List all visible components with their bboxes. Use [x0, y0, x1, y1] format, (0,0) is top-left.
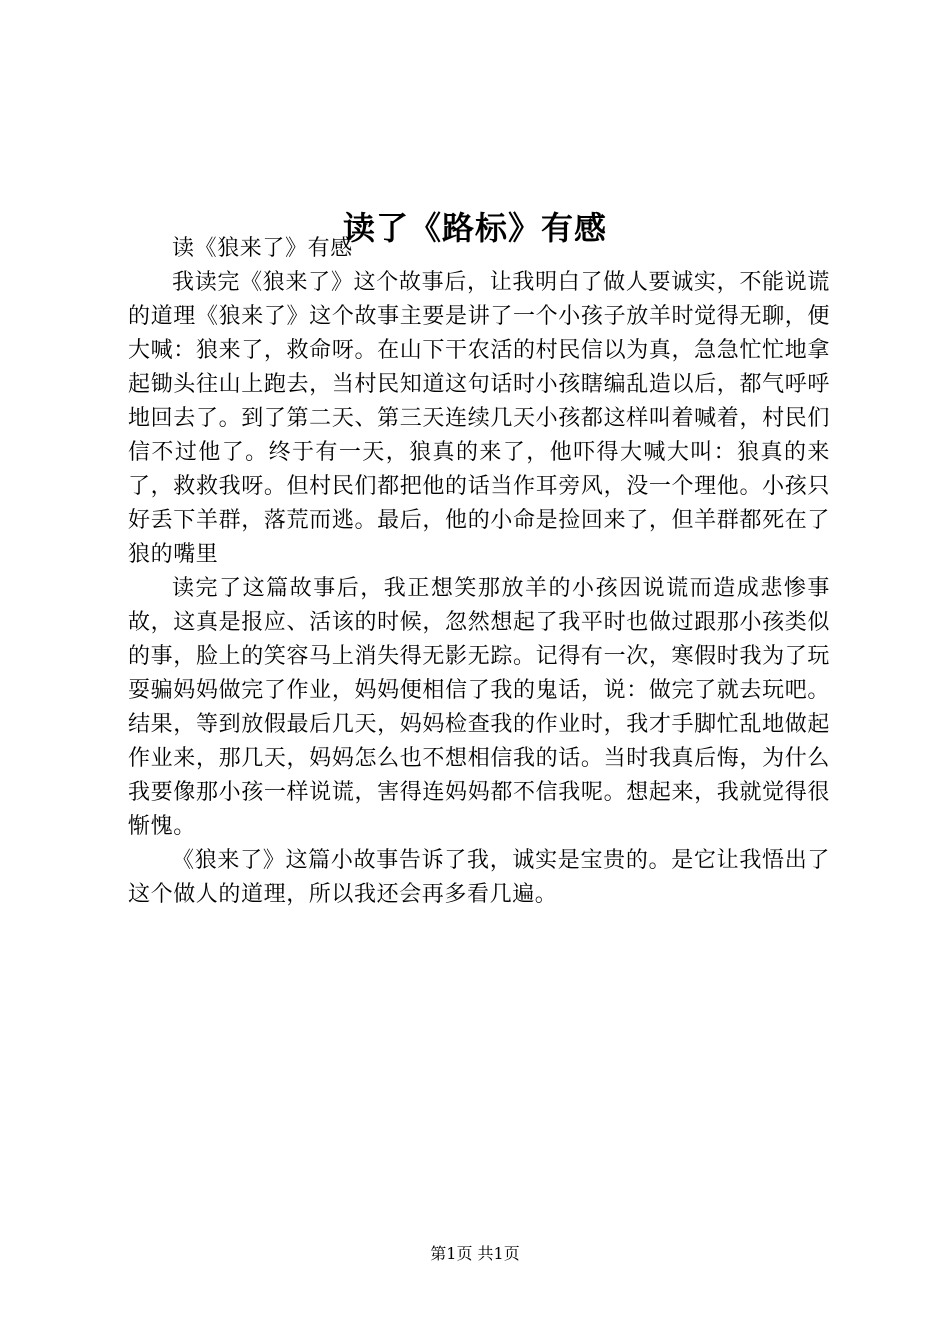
paragraph-story: 我读完《狼来了》这个故事后，让我明白了做人要诚实，不能说谎的道理《狼来了》这个故事主要是讲了一个小孩子放羊时觉得无聊，便大喊：狼来了，救命呀。在山下干农活的村民信以为真，急急忙忙地拿起锄头往山上跑去，当村民知道这句话时小孩瞎编乱造以后，都气呼呼地回去了。到了第二天、第三天连续几天小孩都这样叫着喊着，村民们信不过他了。终于有一天，狼真的来了，他吓得大喊大叫：狼真的来了，救救我呀。但村民们都把他的话当作耳旁风，没一个理他。小孩只好丢下羊群，落荒而逃。最后，他的小命是捡回来了，但羊群都死在了狼的嘴里 [128, 270, 830, 567]
document-body [128, 232, 830, 912]
paragraph-reflection: 读完了这篇故事后，我正想笑那放羊的小孩因说谎而造成悲惨事故，这真是报应、活该的时候，忽然想起了我平时也做过跟那小孩类似的事，脸上的笑容马上消失得无影无踪。记得有一次，寒假时我为了玩耍骗妈妈做完了作业，妈妈便相信了我的鬼话，说：做完了就去玩吧。结果，等到放假最后几天，妈妈检查我的作业时，我才手脚忙乱地做起作业来，那几天，妈妈怎么也不想相信我的话。当时我真后悔，为什么我要像那小孩一样说谎，害得连妈妈都不信我呢。想起来，我就觉得很惭愧。 [128, 576, 830, 839]
paragraph-conclusion: 《狼来了》这篇小故事告诉了我，诚实是宝贵的。是它让我悟出了这个做人的道理，所以我还会再多看几遍。 [128, 848, 830, 907]
page-footer: 第1页 共1页 [430, 1244, 520, 1263]
document-title: 读了《路标》有感 [342, 209, 607, 248]
paragraph-subtitle: 读《狼来了》有感 [172, 236, 353, 261]
